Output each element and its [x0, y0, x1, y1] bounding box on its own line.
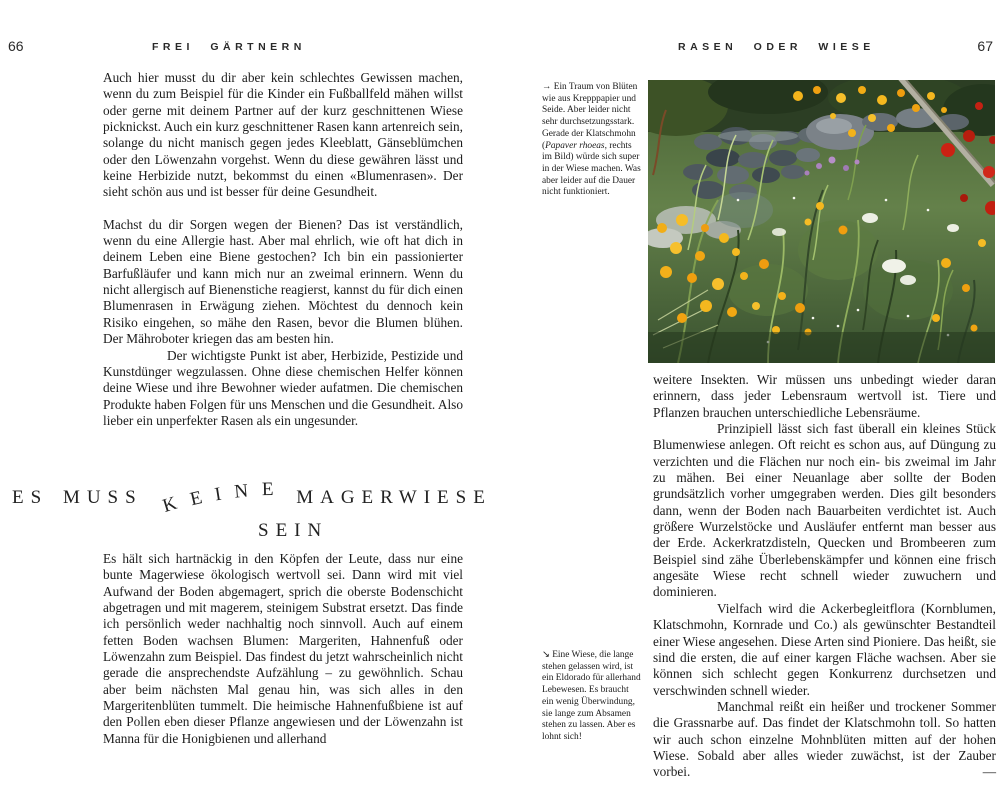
left-page-number: 66: [8, 38, 24, 54]
paragraph: weitere Insekten. Wir müssen uns unbedingt wieder daran erinnern, dass jeder Lebensraum wertvoll ist. Tiere und Pflanzen brauchen unterschiedliche Lebensräume.: [653, 372, 996, 420]
paragraph: [653, 699, 996, 781]
right-page-text-column: [653, 372, 996, 781]
paragraph-text: Manchmal reißt ein heißer und trockener Sommer die Grassnarbe auf. Das findet der Klatschmohn toll. So hatten wir auch schon einzelne Mohnblüten mitten auf der hohen Wiese. Sobald aber alles wieder zuwächst, ist der Zauber vorbei.: [653, 698, 996, 780]
meadow-caption: ↘ Eine Wiese, die lange stehen gelassen wird, ist ein Eldorado für allerhand Lebewesen. Es braucht ein wenig Überwindung, sie lange zum Absamen stehen zu lassen. Aber es lohnt sich!: [542, 650, 641, 742]
paragraph: Vielfach wird die Ackerbegleitflora (Kornblumen, Klatschmohn, Kornrade und Co.) als gewünschter Bestandteil einer Wiese angesehen. Diese Arten sind Pioniere. Das heißt, sie sind die ersten, die auf einer kargen Fläche wachsen. Aber sie können sich schlecht gegen Konkurrenz durchsetzen und verschwinden schnell wieder.: [653, 600, 996, 698]
meadow-photo-illustration: [648, 80, 995, 363]
meadow-photo: [648, 80, 995, 363]
photo-caption: [542, 82, 641, 199]
paragraph: Der wichtigste Punkt ist aber, Herbizide, Pestizide und Kunstdünger wegzulassen. Ohne diese chemischen Helfer können deine Wiese und ihre Bewohner wieder aufatmen. Die chemischen Produkte haben Folgen für uns Menschen und die Gesundheit. Also lieber ein unperfekter Rasen als ein ungesunder.: [103, 347, 463, 428]
left-page-text-column: [103, 70, 463, 429]
paragraph: Auch hier musst du dir aber kein schlechtes Gewissen machen, wenn du zum Beispiel für die Kinder ein Fußballfeld mähen willst oder gerne mit deinem Partner auf der kurz geschnittenen Wiese picknickst. Auch ein kurz geschnittener Rasen kann artenreich sein, solange du nicht manisch gegen jedes Kleeblatt, Gänseblümchen oder den Löwenzahn vorgehst. Wenn du diese gewähren lässt und keine Herbizide nutzt, bekommst du einen «Blumenrasen». Der sieht schön aus und ist besser für deine Gesundheit.: [103, 70, 463, 200]
photo-caption-latin-name: Papaver rhoeas: [545, 140, 605, 151]
section-heading: [12, 478, 492, 542]
right-page-number: 67: [977, 38, 993, 54]
heading-word: ES: [12, 487, 49, 508]
heading-arched-word: K E I N E: [160, 478, 274, 517]
heading-word: MUSS: [62, 487, 143, 508]
paragraph: Prinzipiell lässt sich fast überall ein kleines Stück Blumenwiese anlegen. Oft reicht es schon aus, auf Düngung zu verzichten und die Flächen nur noch ein- bis zweimal im Jahr zu mähen. Bei einer Neuanlage aber sollte der Boden grundsätzlich vorher umgegraben werden. Dies gilt besonders dann, wenn der Boden nach Bauarbeiten verdichtet ist. Auch größere Wurzelstöcke und Ausläufer entfernt man besser aus der Erde. Ackerkratzdisteln, Quecken und Brombeeren zum Beispiel sind zähe Überlebenskämpfer und können eine frisch angesäte Wiese recht schnell wieder zuwuchern und dominieren.: [653, 421, 996, 600]
photo-caption-text: → Ein Traum von Blüten wie aus Krepppapier und Seide. Aber leider nicht sehr durchsetzungsstark. Gerade der Klatschmohn (: [542, 82, 638, 151]
chapter-end-dash: —: [982, 764, 996, 780]
paragraph: Es hält sich hartnäckig in den Köpfen der Leute, dass nur eine bunte Magerwiese ökologisch wertvoll sei. Dann wird mit viel Aufwand der Boden abgemagert, sprich die oberste Bodenschicht abgetragen und mit magerem, steinigem Substrat ersetzt. Das finde ich persönlich weder nachhaltig noch sinnvoll. Auch auf einem fetten Boden wachsen Blumen: Margeriten, Hahnenfuß oder Löwenzahn zum Beispiel. Das findest du jetzt wahrscheinlich nicht gerade die ansprechendste Aufzählung – zu gewöhnlich. Schau aber beim nächsten Mal genau hin, was sich alles in den Margeritenblüten tummelt. Die heimische Hahnenfußbiene ist auf den Pollen eben dieser Pflanze angewiesen und der Löwenzahn ist Manna für die Honigbienen und allerhand: [103, 551, 463, 746]
paragraph: Machst du dir Sorgen wegen der Bienen? Das ist verständlich, wenn du eine Allergie hast. Aber mal ehrlich, wie oft hat dich in deinem Leben eine Biene gestochen? Ich bin ein passionierter Barfußläufer und kann mich nur an zweimal erinnern. Wenn du nicht allergisch auf Bienenstiche reagierst, kannst du für dich einen Blumenrasen in Erwägung ziehen. Möchtest du dennoch kein Risiko eingehen, so mähe den Rasen, bevor die Blumen blühen. Der Mähroboter kriegen das am besten hin.: [103, 216, 463, 347]
section-heading-line1: [12, 478, 492, 517]
photo-caption-text: , rechts im Bild) würde sich super in der Wiese machen. Was aber leider auf die Dauer nicht funktioniert.: [542, 140, 641, 198]
heading-word: MAGERWIESE: [296, 487, 492, 508]
left-running-head: FREI GÄRTNERN: [152, 41, 306, 53]
section-heading-line2: SEIN: [258, 520, 329, 541]
left-page-text-column-lower: [103, 551, 463, 747]
right-running-head: RASEN ODER WIESE: [678, 41, 875, 53]
